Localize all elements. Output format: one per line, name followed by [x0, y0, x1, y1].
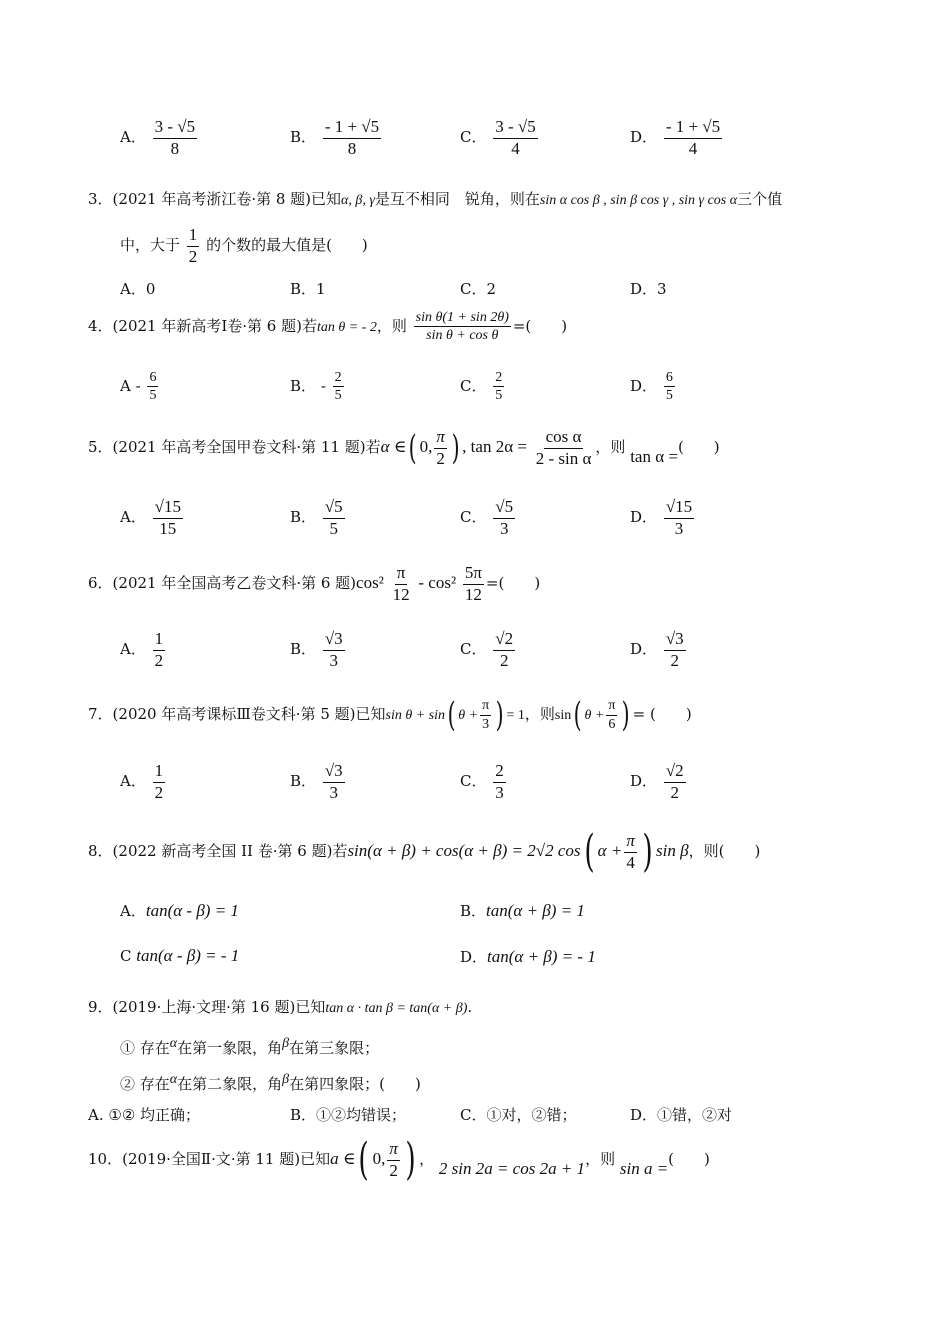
- option-label: C．: [460, 128, 487, 147]
- numerator: - 1 + √5: [323, 118, 381, 139]
- option-c: C．2: [460, 280, 497, 298]
- left-paren: (: [409, 428, 417, 469]
- option-a: A． $\frac{1}{2}$: [120, 629, 164, 670]
- option-c: C． $\frac{√5}{3}$: [460, 497, 514, 538]
- option-a: A. ①② 均正确；: [88, 1106, 201, 1124]
- math-vars: α, β, γ: [341, 193, 375, 208]
- question-stem: 6．(2021 年全国高考乙卷文科·第 6 题)cos² $\frac{\pi}{12}$ - cos² $\frac{5\pi}{12}$ =( ): [88, 563, 541, 604]
- option-a: A． $\frac{1}{2}$: [120, 761, 164, 802]
- option-a: A - $\frac{6}{5}$: [120, 370, 157, 404]
- option-b: [290, 118, 383, 158]
- option-d: D．①错，②对: [630, 1106, 733, 1124]
- option-c: C． $\frac{2}{5}$: [460, 370, 503, 404]
- denominator: 8: [347, 138, 357, 158]
- option-label: D．: [630, 128, 658, 147]
- option-d: D．tan(α + β) = - 1: [460, 947, 596, 966]
- question-stem: 10．(2019·全国Ⅱ·文·第 11 题)已知a ∈( 0, $\frac{\pi}{2}$ ) ， 2 sin 2a = cos 2a + 1，则 sin a =( ): [88, 1134, 710, 1185]
- option-a: A．0: [120, 280, 156, 298]
- question-stem: 3．(2021 年高考浙江卷·第 8 题)已知α, β, γ是互不相同 锐角，则在sin α cos β , sin β cos γ , sin γ cos α三个值: [88, 190, 783, 208]
- question-stem-line2: 中，大于 $\frac{1}{2}$ 的个数的最大值是( ): [120, 225, 368, 266]
- option-label: A．: [120, 128, 146, 147]
- option-a: A． $\frac{√15}{15}$: [120, 497, 181, 538]
- question-stem: 8．(2022 新高考全国 II 卷·第 6 题)若sin(α + β) + cos(α + β) = 2√2 cos( α + $\frac{\pi}{4}$ ) sin β，则( ): [88, 826, 761, 877]
- option-c: C tan(α - β) = - 1: [120, 946, 240, 965]
- option-d: D． $\frac{6}{5}$: [630, 370, 673, 404]
- option-b: B． $\frac{√3}{3}$: [290, 629, 343, 670]
- numerator: - 1 + √5: [664, 118, 722, 139]
- question-stem: 7．(2020 年高考课标Ⅲ卷文科·第 5 题)已知sin θ + sin( θ + $\frac{\pi}{3}$ ) = 1，则sin( θ + $\frac{\pi}{6}$ ) = ( ): [88, 695, 692, 735]
- option-label: B．: [290, 128, 317, 147]
- denominator: 8: [170, 138, 180, 158]
- numerator: 3 - √5: [493, 118, 538, 139]
- option-c: C． $\frac{2}{3}$: [460, 761, 504, 802]
- option-a: A．tan(α - β) = 1: [120, 901, 239, 920]
- option-d: D． $\frac{√3}{2}$: [630, 629, 684, 670]
- question-stem: 5．(2021 年高考全国甲卷文科·第 11 题)若α ∈( 0, $\frac{\pi}{2}$ ) , tan 2α = $\frac{\text{cos α}}{\text{2 - sin α}}$ ，则 tan α =( ): [88, 427, 720, 469]
- option-d: D． $\frac{√15}{3}$: [630, 497, 693, 538]
- question-stem: 9．(2019·上海·文理·第 16 题)已知tan α · tan β = tan(α + β).: [88, 998, 473, 1016]
- math-condition: tan θ = - 2: [316, 319, 377, 335]
- math-expression: sin(α + β) + cos(α + β) = 2√2 cos: [347, 841, 581, 860]
- denominator: 4: [511, 138, 520, 158]
- option-b: B． $\frac{√3}{3}$: [290, 761, 343, 802]
- option-b: B． - $\frac{2}{5}$: [290, 370, 342, 404]
- math-expression: tan α · tan β = tan(α + β): [325, 1001, 468, 1016]
- option-b: B．tan(α + β) = 1: [460, 901, 585, 920]
- option-c: [460, 118, 540, 158]
- statement-1: ① 存在$^\alpha$在第一象限，角$^\beta$在第三象限；: [120, 1036, 380, 1057]
- statement-2: ② 存在$^\alpha$在第二象限，角$^\beta$在第四象限；( ): [120, 1072, 421, 1093]
- denominator: 4: [688, 138, 698, 158]
- math-equation: 2 sin 2a = cos 2a + 1: [438, 1159, 586, 1178]
- option-a: [120, 118, 199, 158]
- option-d: D．3: [630, 280, 667, 298]
- option-b: B． $\frac{√5}{5}$: [290, 497, 343, 538]
- option-c: C．①对，②错；: [460, 1106, 577, 1124]
- option-d: [630, 118, 724, 158]
- option-c: C． $\frac{√2}{2}$: [460, 629, 514, 670]
- math-expression: sin α cos β , sin β cos γ , sin γ cos α: [539, 193, 738, 208]
- option-b: B．①②均错误；: [290, 1106, 407, 1124]
- option-d: D． $\frac{√2}{2}$: [630, 761, 684, 802]
- numerator: 3 - √5: [153, 118, 198, 139]
- question-stem: 4．(2021 年新高考Ⅰ卷·第 6 题)若tan θ = - 2，则 $\frac{\text{sin θ(1 + sin 2θ)}}{\text{sin θ + cos θ}}$ =( ): [88, 310, 568, 344]
- option-b: B．1: [290, 280, 326, 298]
- right-paren: ): [451, 428, 460, 469]
